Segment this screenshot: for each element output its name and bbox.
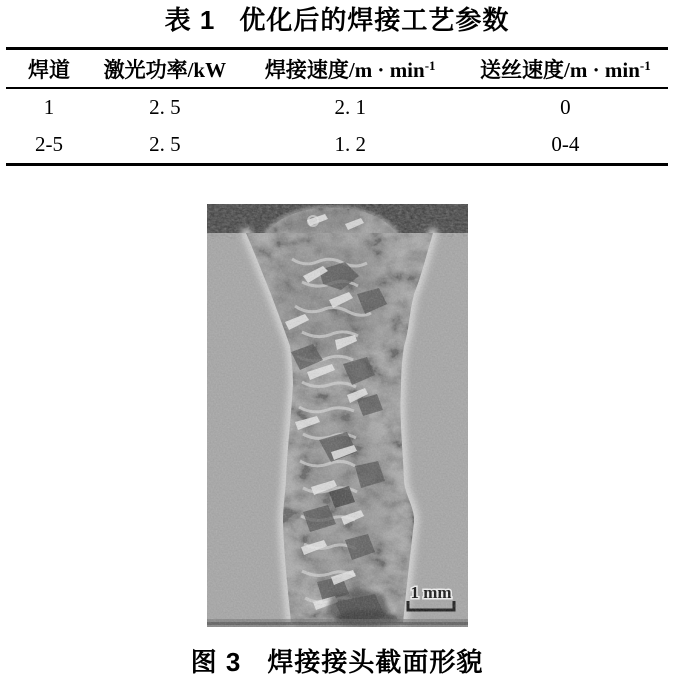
table-cell: 2. 1 <box>334 95 366 119</box>
table-row-pass-1 <box>6 88 668 126</box>
figure-number: 图 3 <box>190 647 242 677</box>
table-cell: 1. 2 <box>334 132 366 156</box>
figure-caption <box>0 644 674 680</box>
table-cell: 1 <box>43 95 55 119</box>
col-header-laser-power: 激光功率/kW <box>92 49 238 89</box>
table-cell: 2. 5 <box>149 132 181 156</box>
welding-parameters-table <box>6 47 668 166</box>
figure-3 <box>0 204 674 680</box>
table-cell: 2-5 <box>35 132 64 156</box>
col-header-welding-speed: 焊接速度$/m \cdot \min^{-1}$ <box>238 49 463 89</box>
col-header-weld-pass: 焊道 <box>6 49 92 89</box>
welding-speed-exponent: -1 <box>424 57 436 73</box>
weld-cross-section-micrograph <box>207 204 468 627</box>
table-cell: 0-4 <box>551 132 580 156</box>
figure-caption-text: 焊接接头截面形貌 <box>267 647 484 677</box>
table-title-text: 优化后的焊接工艺参数 <box>239 5 510 35</box>
table-row-pass-2-5 <box>6 126 668 165</box>
table-cell: 0 <box>560 95 571 119</box>
table-title <box>0 4 674 36</box>
table-header-row <box>6 49 668 89</box>
col-header-wire-feed-speed: 送丝速度$/m \cdot \min^{-1}$ <box>463 49 668 89</box>
table-number: 表 1 <box>164 5 216 35</box>
film-grain <box>207 204 468 627</box>
table-cell: 2. 5 <box>149 95 181 119</box>
wire-feed-speed-exponent: -1 <box>639 57 651 73</box>
